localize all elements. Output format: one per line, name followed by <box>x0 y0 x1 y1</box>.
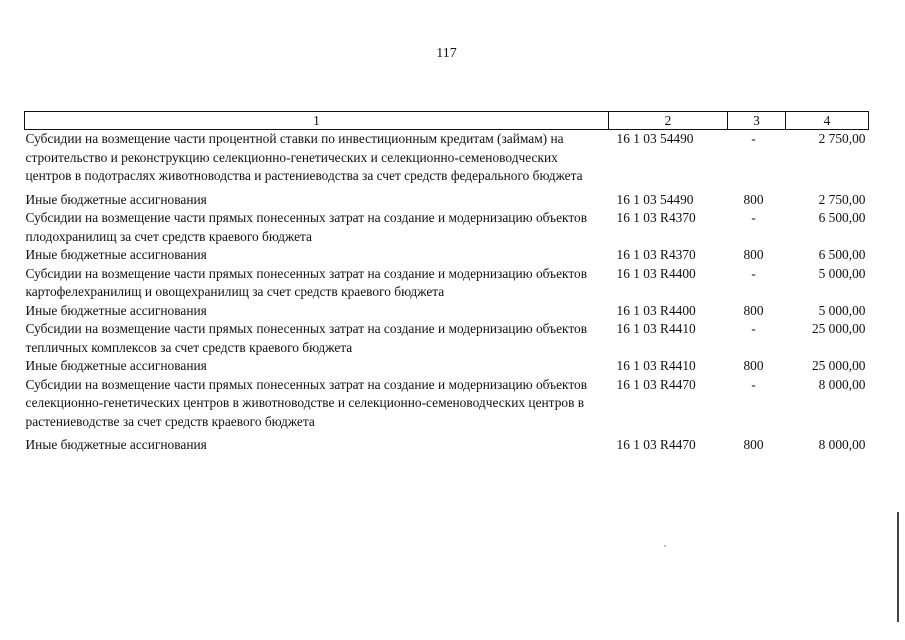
row-name: Субсидии на возмещение части процентной ставки по инвестиционным кредитам (займам) на строительство и реконструкцию селекционно-генетических и селекционно-семеноводческих центров в подотраслях животноводства и растениеводства за счет средств федерального бюджета <box>25 131 583 183</box>
table-row <box>25 320 869 357</box>
table-row <box>25 376 869 437</box>
scan-edge-line <box>897 512 899 622</box>
row-name: Субсидии на возмещение части прямых понесенных затрат на создание и модернизацию объектов плодохранилищ за счет средств краевого бюджета <box>25 210 588 244</box>
row-target-code: 16 1 03 R4410 <box>616 321 696 336</box>
row-amount: 8 000,00 <box>818 437 866 452</box>
row-expense-type: 800 <box>743 437 764 452</box>
row-expense-type: - <box>751 321 756 336</box>
column-header-expense-type: 3 <box>728 112 786 130</box>
row-expense-type: 800 <box>743 302 764 318</box>
row-target-code: 16 1 03 R4400 <box>616 265 696 281</box>
row-name: Субсидии на возмещение части прямых понесенных затрат на создание и модернизацию объектов тепличных комплексов за счет средств краевого бюджета <box>25 321 588 355</box>
row-name: Иные бюджетные ассигнования <box>25 437 207 452</box>
row-expense-type: - <box>751 265 756 281</box>
table-row <box>25 357 869 376</box>
row-expense-type: 800 <box>743 247 764 262</box>
budget-table <box>24 111 869 455</box>
page-number: 117 <box>436 46 457 61</box>
row-expense-type: - <box>751 210 756 225</box>
row-expense-type: - <box>751 376 756 392</box>
row-name: Иные бюджетные ассигнования <box>25 358 207 373</box>
row-amount: 2 750,00 <box>818 131 866 146</box>
row-amount: 8 000,00 <box>818 376 866 392</box>
row-name: Субсидии на возмещение части прямых понесенных затрат на создание и модернизацию объектов селекционно-генетических центров в животноводстве и селекционно-семеноводческих центров в растениеводстве за счет средств краевого бюджета <box>25 376 588 429</box>
row-expense-type: - <box>751 131 756 146</box>
table-row <box>25 209 869 246</box>
row-target-code: 16 1 03 R4400 <box>616 302 696 318</box>
table-row <box>25 436 869 455</box>
row-amount: 5 000,00 <box>818 302 866 318</box>
row-name: Иные бюджетные ассигнования <box>25 247 207 262</box>
table-row <box>25 130 869 191</box>
column-header-target-code: 2 <box>609 112 728 130</box>
row-target-code: 16 1 03 54490 <box>616 191 694 207</box>
row-expense-type: 800 <box>743 191 764 207</box>
row-target-code: 16 1 03 54490 <box>616 131 694 146</box>
row-expense-type: 800 <box>743 358 764 373</box>
column-header-name: 1 <box>25 112 609 130</box>
table-row <box>25 191 869 210</box>
table-row <box>25 302 869 321</box>
row-amount: 25 000,00 <box>811 358 866 373</box>
row-name: Иные бюджетные ассигнования <box>25 302 207 318</box>
row-amount: 5 000,00 <box>818 265 866 281</box>
row-name: Иные бюджетные ассигнования <box>25 191 207 207</box>
table-row <box>25 246 869 265</box>
row-target-code: 16 1 03 R4410 <box>616 358 696 373</box>
row-amount: 25 000,00 <box>811 321 866 336</box>
row-amount: 6 500,00 <box>818 247 866 262</box>
row-amount: 2 750,00 <box>818 191 866 207</box>
row-amount: 6 500,00 <box>818 210 866 225</box>
column-header-amount: 4 <box>786 112 869 130</box>
row-target-code: 16 1 03 R4370 <box>616 247 696 262</box>
table-row <box>25 265 869 302</box>
table-header-row <box>25 112 869 130</box>
row-target-code: 16 1 03 R4470 <box>616 437 696 452</box>
row-name: Субсидии на возмещение части прямых понесенных затрат на создание и модернизацию объектов картофелехранилищ и овощехранилищ за счет средств краевого бюджета <box>25 265 588 299</box>
row-target-code: 16 1 03 R4370 <box>616 210 696 225</box>
row-target-code: 16 1 03 R4470 <box>616 376 696 392</box>
scan-speck <box>664 545 666 547</box>
